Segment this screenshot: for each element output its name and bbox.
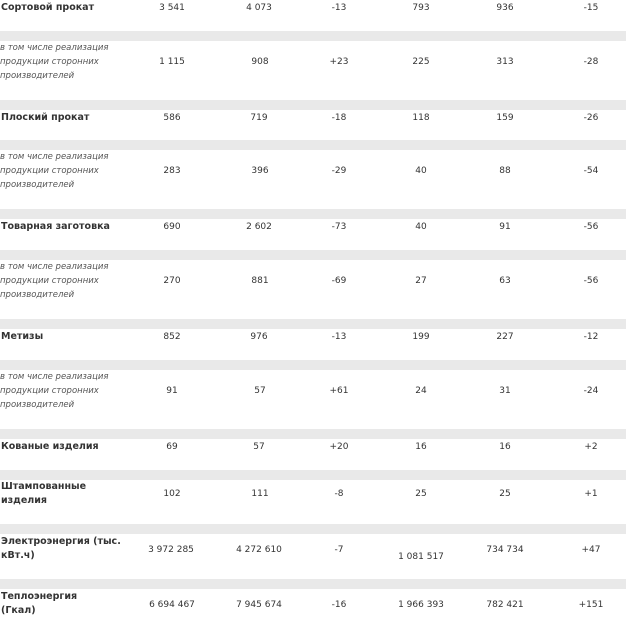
cell-value: 25 (415, 489, 427, 499)
cell-value: -56 (583, 276, 599, 286)
cell-value: +47 (581, 545, 601, 555)
row-label: в том числе реализация продукции сторонних производителей (0, 262, 109, 300)
table-row (0, 589, 626, 623)
cell-value: 6 694 467 (149, 600, 195, 610)
cell-value: 57 (253, 442, 265, 452)
cell-value: -8 (334, 489, 344, 499)
cell-value: 734 734 (486, 545, 524, 555)
row-separator (0, 250, 626, 260)
cell-value: 793 (412, 3, 430, 13)
cell-value: 3 972 285 (148, 545, 194, 555)
cell-value: 2 602 (246, 222, 272, 232)
cell-value: +23 (329, 57, 349, 67)
cell-value: 313 (496, 57, 514, 67)
table-row (0, 150, 626, 210)
cell-value: -73 (331, 222, 347, 232)
cell-value: 91 (166, 386, 178, 396)
cell-value: 852 (163, 332, 181, 342)
row-label: Кованые изделия (1, 441, 99, 452)
table-row (0, 219, 626, 249)
cell-value: 7 945 674 (236, 600, 282, 610)
cell-value: -69 (331, 276, 347, 286)
row-label: Метизы (1, 331, 44, 342)
cell-value: +61 (329, 386, 349, 396)
cell-value: 16 (499, 442, 511, 452)
cell-value: 4 073 (246, 3, 272, 13)
table-row (0, 110, 626, 140)
cell-value: 719 (250, 113, 268, 123)
row-label: Теплоэнергия (Гкал) (1, 591, 78, 616)
row-label: в том числе реализация продукции сторонних производителей (0, 152, 109, 190)
cell-value: 881 (251, 276, 269, 286)
cell-value: 227 (496, 332, 514, 342)
table-row (0, 439, 626, 469)
cell-value: 69 (166, 442, 178, 452)
row-separator (0, 429, 626, 439)
cell-value: +2 (584, 442, 598, 452)
row-separator (0, 579, 626, 589)
cell-value: 199 (412, 332, 430, 342)
cell-value: -18 (331, 113, 347, 123)
table-row (0, 41, 626, 101)
cell-value: 24 (415, 386, 427, 396)
row-separator (0, 31, 626, 41)
cell-value: 690 (163, 222, 181, 232)
row-label: Сортовой прокат (1, 2, 95, 13)
cell-value: 908 (251, 57, 269, 67)
row-label: Электроэнергия (тыс. кВт.ч) (1, 536, 121, 561)
table-row (0, 480, 626, 524)
cell-value: 25 (499, 489, 511, 499)
cell-value: 40 (415, 166, 427, 176)
cell-value: 782 421 (486, 600, 524, 610)
cell-value: 159 (496, 113, 514, 123)
table-row (0, 370, 626, 430)
cell-value: 57 (254, 386, 266, 396)
table-row (0, 534, 626, 580)
cell-value: 118 (412, 113, 430, 123)
cell-value: +20 (329, 442, 349, 452)
row-separator (0, 140, 626, 150)
cell-value: 1 966 393 (398, 600, 444, 610)
row-separator (0, 524, 626, 534)
cell-value: -13 (331, 332, 347, 342)
cell-value: 91 (499, 222, 511, 232)
cell-value: 3 541 (159, 3, 185, 13)
cell-value: -16 (331, 600, 347, 610)
cell-value: 586 (163, 113, 181, 123)
cell-value: -29 (331, 166, 347, 176)
cell-value: 396 (251, 166, 269, 176)
cell-value: -15 (583, 3, 599, 13)
row-separator (0, 209, 626, 219)
cell-value: +151 (578, 600, 604, 610)
cell-value: -54 (583, 166, 599, 176)
cell-value: -26 (583, 113, 599, 123)
table-row (0, 260, 626, 320)
cell-value: 88 (499, 166, 511, 176)
cell-value: -24 (583, 386, 599, 396)
cell-value: -12 (583, 332, 599, 342)
cell-value: 31 (499, 386, 511, 396)
row-label: Плоский прокат (1, 112, 90, 123)
row-separator (0, 360, 626, 370)
cell-value: 283 (163, 166, 181, 176)
cell-value: -28 (583, 57, 599, 67)
cell-value: 270 (163, 276, 181, 286)
table-row (0, 329, 626, 359)
cell-value: 1 081 517 (398, 552, 444, 562)
row-label: в том числе реализация продукции сторонних производителей (0, 43, 109, 81)
table-row (0, 0, 626, 30)
cell-value: +1 (584, 489, 598, 499)
cell-value: 936 (496, 3, 514, 13)
cell-value: -13 (331, 3, 347, 13)
cell-value: 27 (415, 276, 427, 286)
row-separator (0, 319, 626, 329)
cell-value: -7 (334, 545, 344, 555)
cell-value: 102 (163, 489, 181, 499)
cell-value: 1 115 (159, 57, 185, 67)
row-label: в том числе реализация продукции сторонних производителей (0, 372, 109, 410)
row-label: Товарная заготовка (1, 221, 110, 232)
cell-value: 40 (415, 222, 427, 232)
cell-value: 16 (415, 442, 427, 452)
cell-value: 4 272 610 (236, 545, 282, 555)
cell-value: 111 (251, 489, 269, 499)
cell-value: -56 (583, 222, 599, 232)
row-label: Штампованные изделия (1, 481, 87, 506)
row-separator (0, 100, 626, 110)
cell-value: 63 (499, 276, 511, 286)
cell-value: 976 (250, 332, 268, 342)
cell-value: 225 (412, 57, 430, 67)
row-separator (0, 470, 626, 480)
